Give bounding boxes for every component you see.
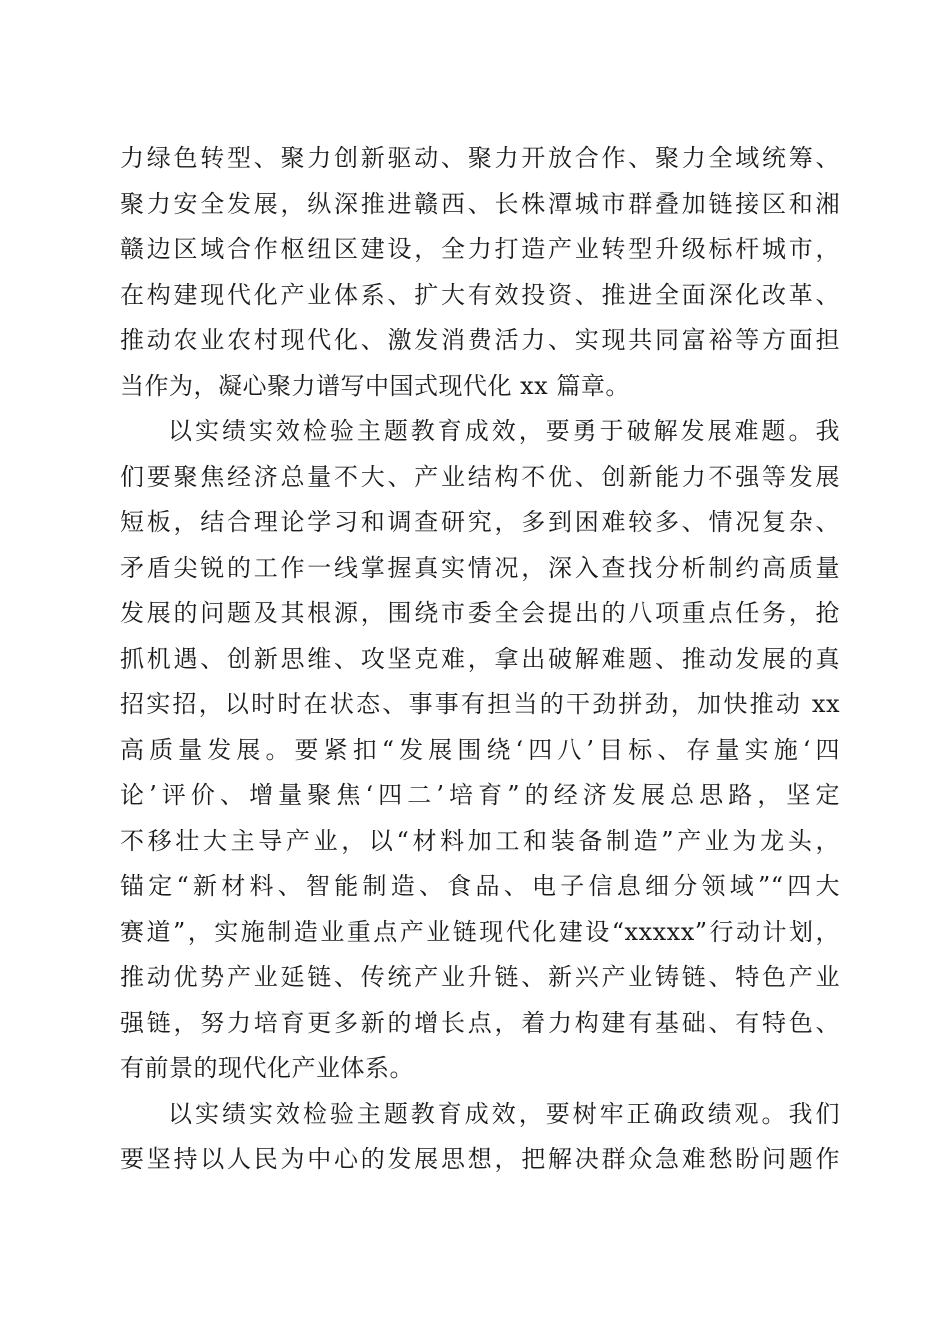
text-line: 在构建现代化产业体系、扩大有效投资、推进全面深化改革、 [120, 280, 840, 309]
text-line: 赛道”，实施制造业重点产业链现代化建设“xxxxx”行动计划， [120, 917, 840, 946]
text-line: 不移壮大主导产业，以“材料加工和装备制造”产业为龙头， [120, 826, 840, 855]
text-line: 短板，结合理论学习和调查研究，多到困难较多、情况复杂、 [120, 508, 840, 536]
text-line: 要坚持以人民为中心的发展思想，把解决群众急难愁盼问题作 [120, 1145, 840, 1173]
text-line: 有前景的现代化产业体系。 [120, 1054, 414, 1082]
text-line: 当作为，凝心聚力谱写中国式现代化 xx 篇章。 [120, 371, 630, 400]
document-body [120, 136, 840, 1183]
text-line: 锚定“新材料、智能制造、食品、电子信息细分领域”“四大 [120, 872, 840, 900]
text-line: 招实招，以时时在状态、事事有担当的干劲拼劲，加快推动 xx [120, 690, 840, 718]
text-line: 聚力安全发展，纵深推进赣西、长株潭城市群叠加链接区和湘 [120, 189, 840, 218]
text-line: 抓机遇、创新思维、攻坚克难，拿出破解难题、推动发展的真 [120, 644, 840, 673]
text-line: 推动农业农村现代化、激发消费活力、实现共同富裕等方面担 [120, 326, 840, 354]
text-line: 赣边区域合作枢纽区建设，全力打造产业转型升级标杆城市， [120, 235, 840, 263]
text-line: 矛盾尖锐的工作一线掌握真实情况，深入查找分析制约高质量 [120, 553, 840, 582]
text-line: 以实绩实效检验主题教育成效，要树牢正确政绩观。我们 [168, 1099, 840, 1128]
paragraph-1 [120, 136, 840, 409]
paragraph-2 [120, 409, 840, 1092]
text-line: 高质量发展。要紧扣“发展围绕‘四八’目标、存量实施‘四 [120, 735, 840, 764]
text-line: 以实绩实效检验主题教育成效，要勇于破解发展难题。我 [168, 417, 840, 445]
paragraph-3 [120, 1092, 840, 1183]
text-line: 推动优势产业延链、传统产业升链、新兴产业铸链、特色产业 [120, 963, 840, 991]
text-line: 们要聚焦经济总量不大、产业结构不优、创新能力不强等发展 [120, 462, 840, 491]
text-line: 强链，努力培育更多新的增长点，着力构建有基础、有特色、 [120, 1008, 840, 1037]
text-line: 论’评价、增量聚焦‘四二’培育”的经济发展总思路，坚定 [120, 781, 840, 809]
text-line: 力绿色转型、聚力创新驱动、聚力开放合作、聚力全域统筹、 [120, 144, 840, 172]
text-line: 发展的问题及其根源，围绕市委全会提出的八项重点任务，抢 [120, 599, 840, 627]
